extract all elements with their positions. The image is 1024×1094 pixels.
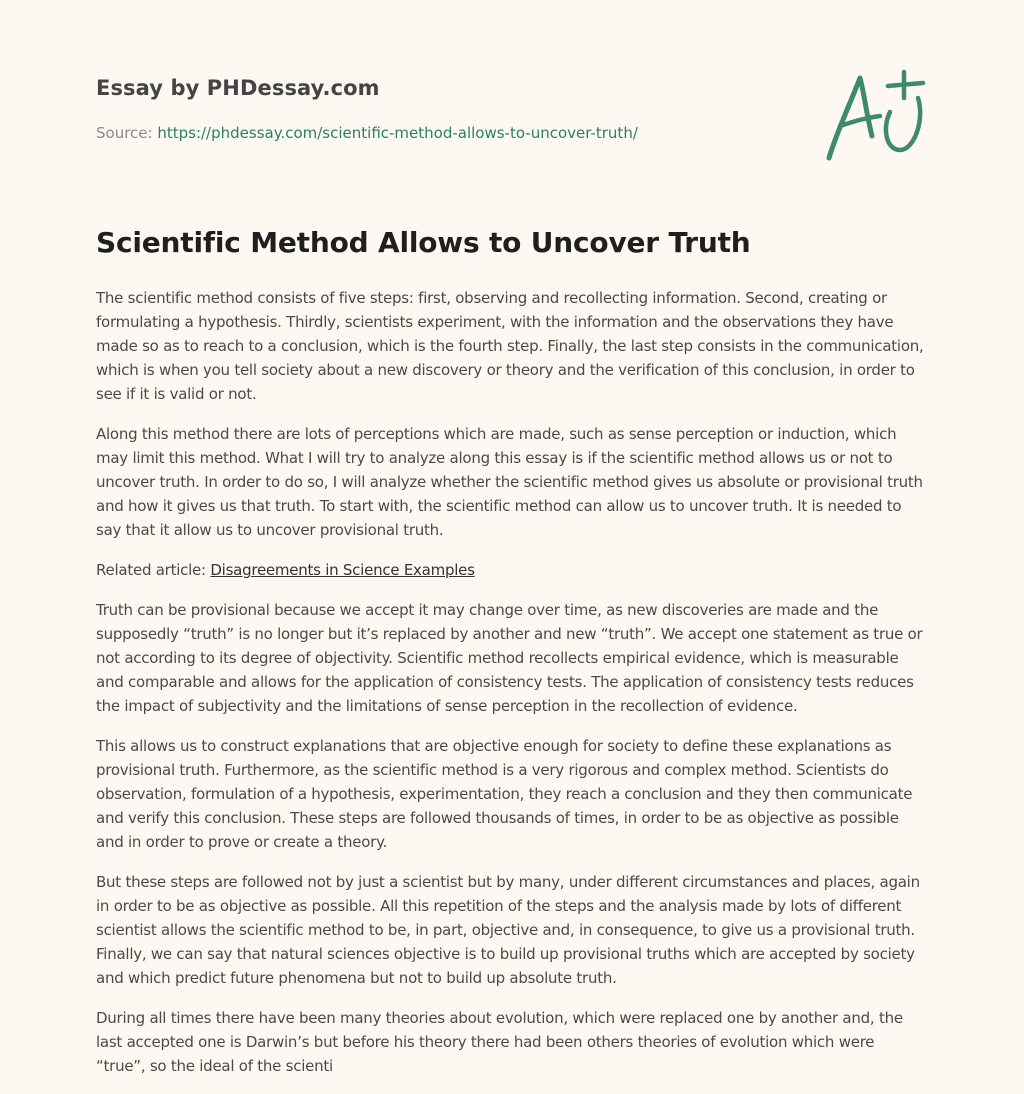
paragraph: Along this method there are lots of perceptions which are made, such as sense perception or induction, which may limit this method. What I will try to analyze along this essay is if the scientific method allows us or not to uncover truth. In order to do so, I will analyze whether the scientific method gives us absolute or provisional truth and how it gives us that truth. To start with, the scientific method can allow us to uncover truth. It is needed to say that it allow us to uncover provisional truth. bbox=[96, 425, 923, 539]
paragraph: The scientific method consists of five steps: first, observing and recollecting information. Second, creating or formulating a hypothesis. Thirdly, scientists experiment, with the information and the observations they have made so as to reach to a conclusion, which is the fourth step. Finally, the last step consists in the communication, which is when you tell society about a new discovery or theory and the verification of this conclusion, in order to see if it is valid or not. bbox=[96, 289, 924, 403]
source-line bbox=[96, 124, 638, 142]
essay-body bbox=[96, 286, 926, 1094]
a-plus-logo-icon bbox=[822, 66, 928, 166]
paragraph: But these steps are followed not by just a scientist but by many, under different circumstances and places, again in order to be as objective as possible. All this repetition of the steps and the analysis made by lots of different scientist allows the scientific method to be, in part, objective and, in consequence, to give us a provisional truth. Finally, we can say that natural sciences objective is to build up provisional truths which are accepted by society and which predict future phenomena but not to build up absolute truth. bbox=[96, 873, 920, 987]
essay-title: Scientific Method Allows to Uncover Truth bbox=[96, 226, 751, 259]
related-article-link[interactable]: Disagreements in Science Examples bbox=[210, 561, 475, 579]
site-title: Essay by PHDessay.com bbox=[96, 76, 380, 100]
page bbox=[96, 0, 928, 1092]
related-label: Related article: bbox=[96, 561, 211, 579]
paragraph: During all times there have been many theories about evolution, which were replaced one by another and, the last accepted one is Darwin’s but before his theory there had been others theories of evolution which were “true”, so the ideal of the scienti bbox=[96, 1009, 903, 1075]
paragraph: Truth can be provisional because we accept it may change over time, as new discoveries are made and the supposedly “truth” is no longer but it’s replaced by another and new “truth”. We accept one statement as true or not according to its degree of objectivity. Scientific method recollects empirical evidence, which is measurable and comparable and allows for the application of consistency tests. The application of consistency tests reduces the impact of subjectivity and the limitations of sense perception in the recollection of evidence. bbox=[96, 601, 923, 715]
source-link[interactable]: https://phdessay.com/scientific-method-allows-to-uncover-truth/ bbox=[157, 124, 638, 142]
paragraph: This allows us to construct explanations that are objective enough for society to define these explanations as provisional truth. Furthermore, as the scientific method is a very rigorous and complex method. Scientists do observation, formulation of a hypothesis, experimentation, they reach a conclusion and they then communicate and verify this conclusion. These steps are followed thousands of times, in order to be as objective as possible and in order to prove or create a theory. bbox=[96, 737, 913, 851]
related-article bbox=[96, 558, 926, 582]
source-label: Source: bbox=[96, 124, 158, 142]
